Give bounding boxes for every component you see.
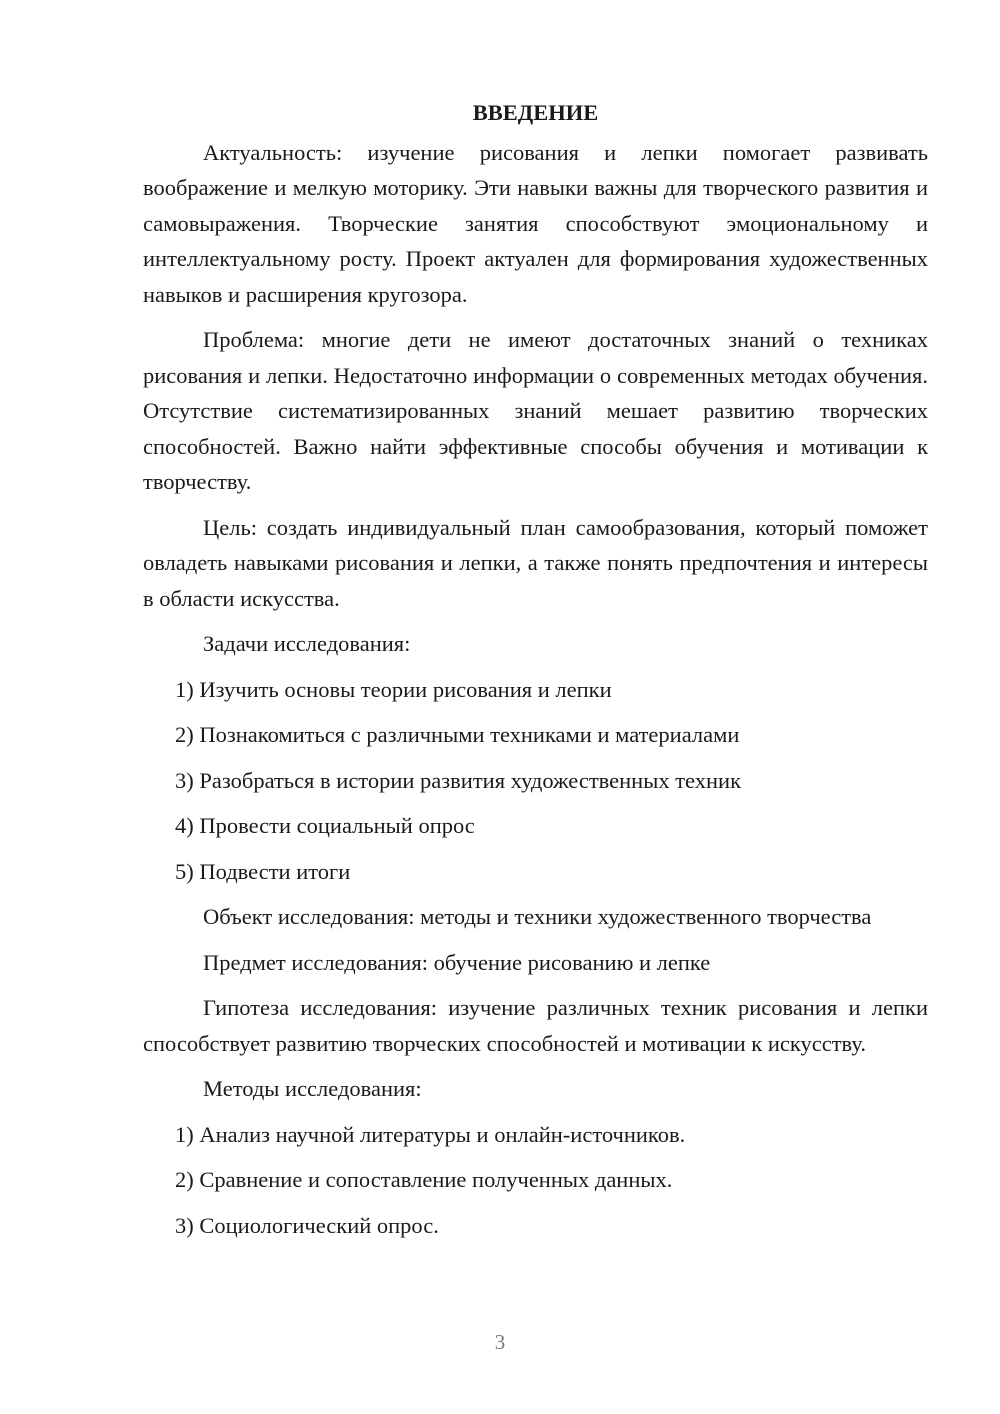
task-item: 5) Подвести итоги — [175, 858, 351, 884]
method-item: 1) Анализ научной литературы и онлайн-источников. — [175, 1121, 686, 1147]
document-page — [143, 95, 928, 1253]
relevance-paragraph: Актуальность: изучение рисования и лепки помогает развивать воображение и мелкую моторику. Эти навыки важны для творческого развития и самовыражения. Творческие занятия способствуют эмоциональному и интеллектуальному росту. Проект актуален для формирования художественных навыков и расширения кругозора. — [143, 139, 928, 307]
page-number: 3 — [494, 1330, 506, 1354]
method-item: 3) Социологический опрос. — [175, 1212, 439, 1238]
object-paragraph: Объект исследования: методы и техники художественного творчества — [203, 904, 872, 929]
hypothesis-paragraph: Гипотеза исследования: изучение различных техник рисования и лепки способствует развитию творческих способностей и мотивации к искусству. — [143, 995, 928, 1056]
task-item: 4) Провести социальный опрос — [175, 813, 475, 838]
methods-heading: Методы исследования: — [203, 1076, 422, 1101]
task-item: 3) Разобраться в истории развития художественных техник — [175, 767, 742, 793]
problem-paragraph: Проблема: многие дети не имеют достаточных знаний о техниках рисования и лепки. Недостаточно информации о современных методах обучения. Отсутствие систематизированных знаний мешает развитию творческих способностей. Важно найти эффективные способы обучения и мотивации к творчеству. — [143, 327, 928, 494]
task-item: 2) Познакомиться с различными техниками и материалами — [175, 722, 740, 747]
goal-paragraph: Цель: создать индивидуальный план самообразования, который поможет овладеть навыками рисования и лепки, а также понять предпочтения и интересы в области искусства. — [143, 514, 928, 611]
tasks-list — [143, 672, 928, 890]
methods-list — [143, 1117, 928, 1244]
tasks-heading: Задачи исследования: — [203, 631, 411, 656]
subject-paragraph: Предмет исследования: обучение рисованию и лепке — [203, 949, 711, 975]
method-item: 2) Сравнение и сопоставление полученных данных. — [175, 1167, 673, 1192]
task-item: 1) Изучить основы теории рисования и лепки — [175, 676, 612, 702]
section-title: ВВЕДЕНИЕ — [472, 100, 599, 125]
